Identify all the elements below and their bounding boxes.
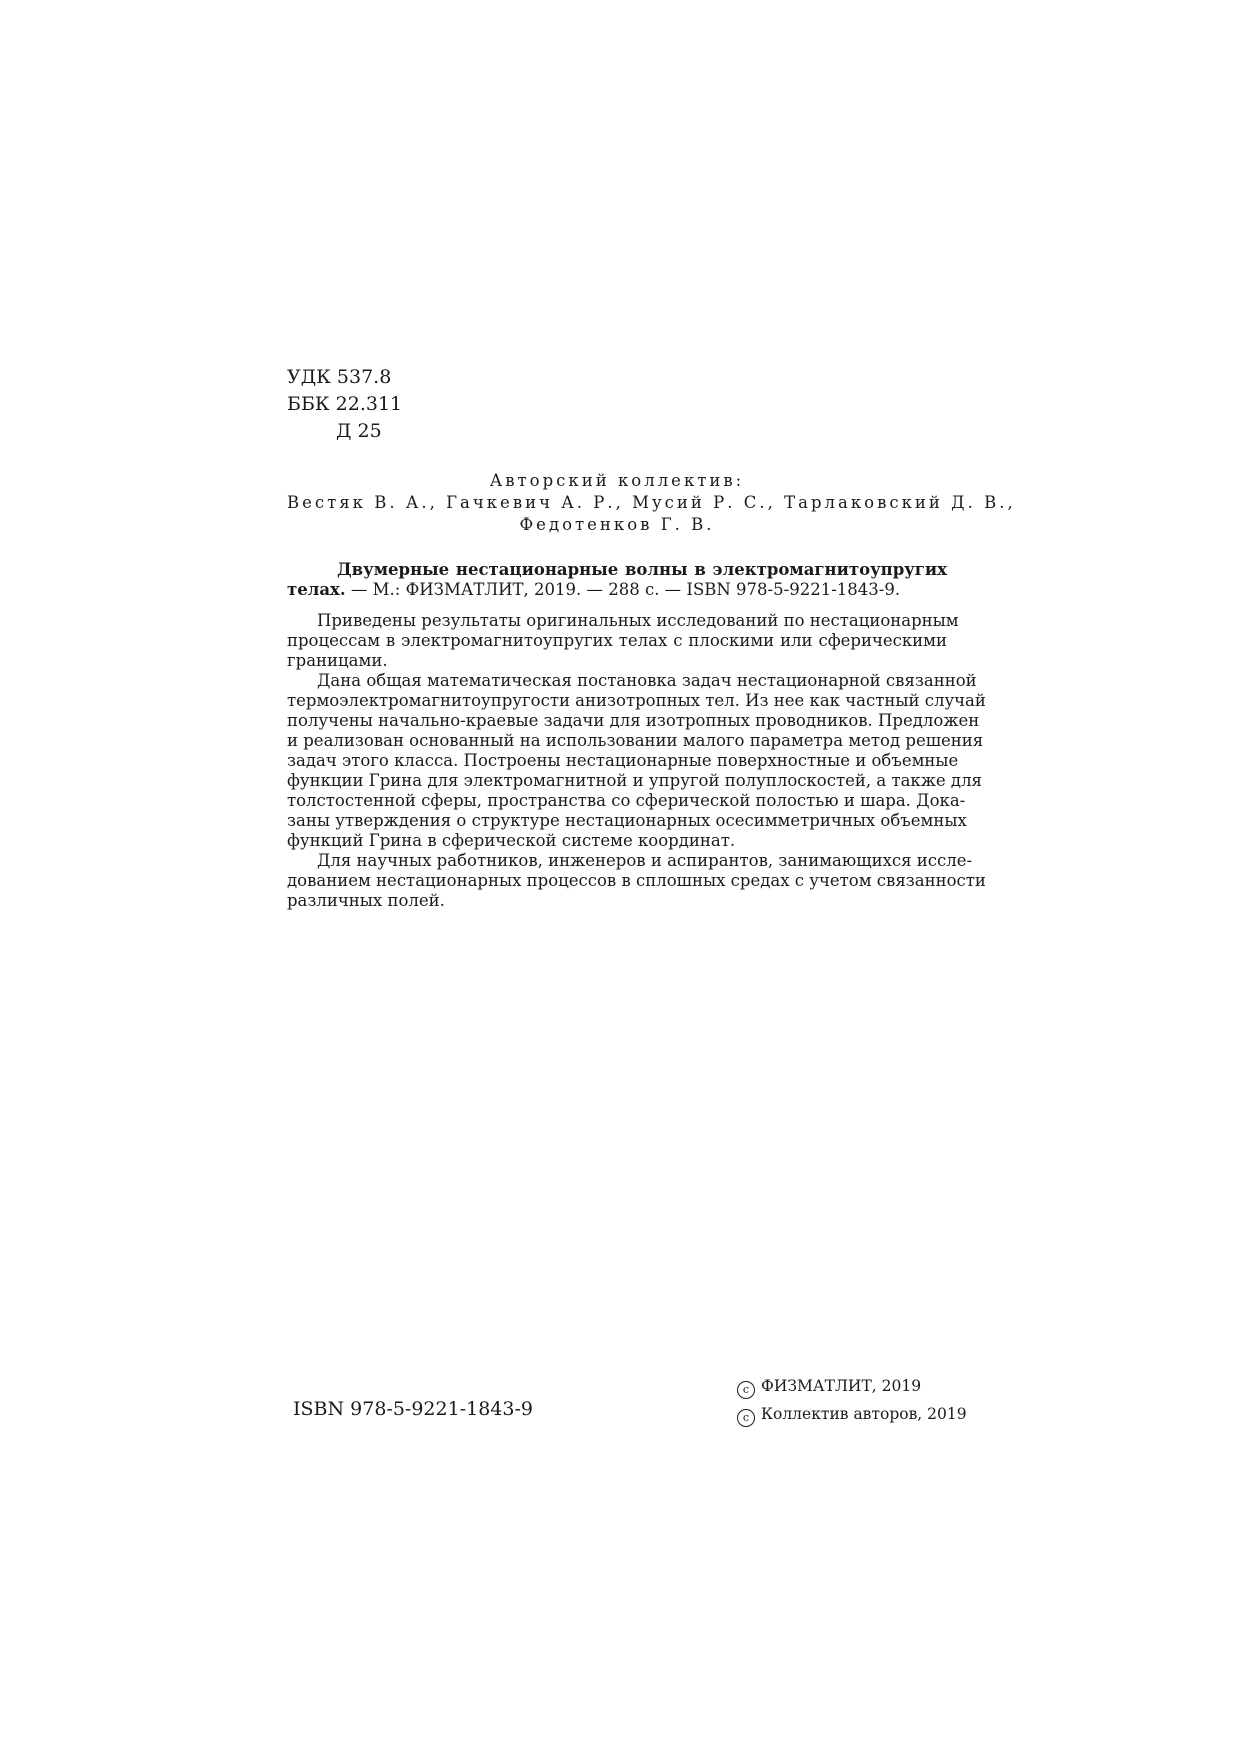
bbk-code: ББК 22.311 — [287, 393, 403, 415]
udk-code: УДК 537.8 — [287, 366, 392, 388]
book-title-bold-2: телах. — [287, 580, 346, 599]
copyright-block — [737, 1372, 967, 1428]
abstract-line: термоэлектромагнитоупругости анизотропных тел. Из нее как частный случай — [287, 691, 986, 710]
isbn-number: ISBN 978-5-9221-1843-9 — [293, 1398, 533, 1420]
abstract-paragraph-2 — [287, 671, 986, 851]
copyright-icon: c — [737, 1409, 755, 1427]
copyright-authors-text: Коллектив авторов, 2019 — [761, 1405, 967, 1423]
abstract-line: Приведены результаты оригинальных исследований по нестационарным — [317, 611, 959, 630]
abstract-line: Для научных работников, инженеров и аспирантов, занимающихся иссле- — [317, 851, 973, 870]
abstract-paragraph-1 — [287, 611, 959, 671]
book-title-bold-1: Двумерные нестационарные волны в электромагнитоупругих — [337, 560, 947, 579]
copyright-publisher — [737, 1372, 967, 1400]
abstract-line: функций Грина в сферической системе координат. — [287, 831, 736, 850]
abstract-line: и реализован основанный на использовании малого параметра метод решения — [287, 731, 984, 750]
authors-line-1: Вестяк В. А., Гачкевич А. Р., Мусий Р. С., Тарлаковский Д. В., — [287, 493, 1016, 512]
abstract-line: толстостенной сферы, пространства со сферической полостью и шара. Дока- — [287, 791, 966, 810]
classification-block — [287, 364, 402, 445]
abstract-line: получены начально-краевые задачи для изотропных проводников. Предложен — [287, 711, 980, 730]
abstract-line: процессам в электромагнитоупругих телах с плоскими или сферическими — [287, 631, 947, 650]
abstract-line: функции Грина для электромагнитной и упругой полуплоскостей, а также для — [287, 771, 982, 790]
book-title-line-2 — [287, 580, 947, 600]
bibliographic-record — [287, 560, 947, 600]
abstract — [287, 611, 986, 911]
authors-line-2: Федотенков Г. В. — [519, 515, 715, 534]
copyright-icon: c — [737, 1381, 755, 1399]
abstract-line: границами. — [287, 651, 388, 670]
authors-heading: Авторский коллектив: — [489, 471, 745, 490]
book-title-line-1 — [287, 560, 947, 580]
publication-details: — М.: ФИЗМАТЛИТ, 2019. — 288 с. — ISBN 978-5-9221-1843-9. — [345, 580, 901, 599]
authors-block — [287, 470, 1016, 536]
abstract-line: Дана общая математическая постановка задач нестационарной связанной — [317, 671, 977, 690]
abstract-line: заны утверждения о структуре нестационарных осесимметричных объемных — [287, 811, 967, 830]
copyright-authors — [737, 1400, 967, 1428]
copyright-publisher-text: ФИЗМАТЛИТ, 2019 — [761, 1377, 922, 1395]
author-mark: Д 25 — [336, 420, 382, 442]
abstract-paragraph-3 — [287, 851, 986, 911]
abstract-line: дованием нестационарных процессов в сплошных средах с учетом связанности — [287, 871, 986, 890]
abstract-line: задач этого класса. Построены нестационарные поверхностные и объемные — [287, 751, 959, 770]
abstract-line: различных полей. — [287, 891, 445, 910]
